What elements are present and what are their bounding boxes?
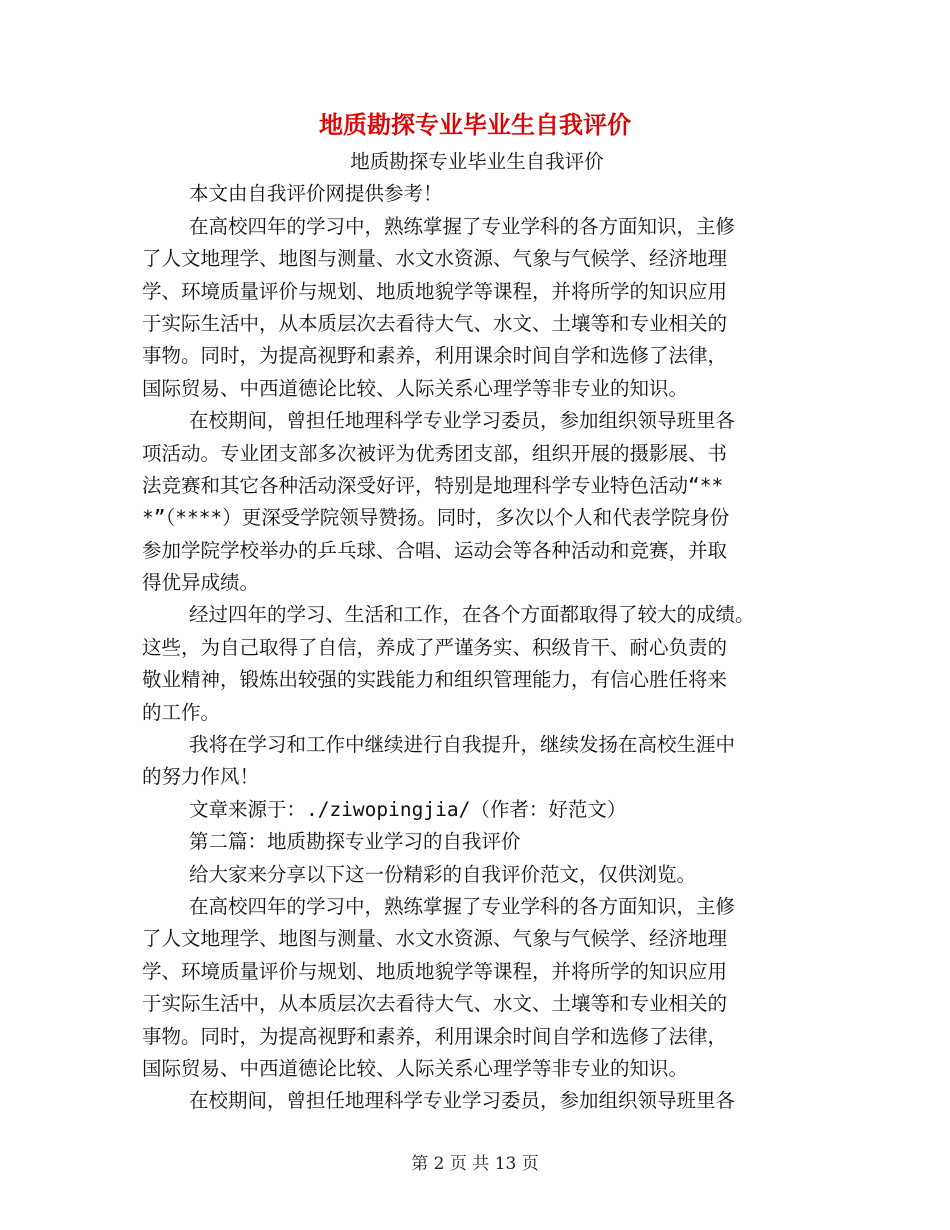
text-line: 本文由自我评价网提供参考！	[142, 182, 443, 206]
subtitle-line: 地质勘探专业毕业生自我评价	[350, 150, 604, 173]
text-line: 国际贸易、中西道德论比较、人际关系心理学等非专业的知识。	[142, 1056, 689, 1080]
text-line: 得优异成绩。	[142, 571, 260, 595]
text-line: 在高校四年的学习中，熟练掌握了专业学科的各方面知识，主修	[142, 214, 735, 238]
text-line: 事物。同时，为提高视野和素养，利用课余时间自学和选修了法律，	[142, 1024, 728, 1048]
text-line: 的工作。	[142, 700, 221, 724]
text-line: 于实际生活中，从本质层次去看待大气、水文、土壤等和专业相关的	[142, 992, 728, 1016]
text-line: 敬业精神，锻炼出较强的实践能力和组织管理能力，有信心胜任将来	[142, 668, 728, 692]
text-line: 这些，为自己取得了自信，养成了严谨务实、积级肯干、耐心负责的	[142, 635, 728, 659]
section-heading-line: 第二篇：地质勘探专业学习的自我评价	[142, 830, 521, 854]
text-line: 在高校四年的学习中，熟练掌握了专业学科的各方面知识，主修	[142, 894, 735, 918]
page-number-footer: 第 2 页 共 13 页	[411, 1154, 539, 1174]
text-line: 在校期间，曾担任地理科学专业学习委员，参加组织领导班里各	[142, 409, 735, 433]
document-title: 地质勘探专业毕业生自我评价	[319, 110, 631, 139]
text-line: 学、环境质量评价与规划、地质地貌学等课程，并将所学的知识应用	[142, 959, 728, 983]
text-line: 给大家来分享以下这一份精彩的自我评价范文，仅供浏览。	[142, 862, 696, 886]
text-line: 学、环境质量评价与规划、地质地貌学等课程，并将所学的知识应用	[142, 279, 728, 303]
text-line: 了人文地理学、地图与测量、水文水资源、气象与气候学、经济地理	[142, 927, 728, 951]
text-line: 在校期间，曾担任地理科学专业学习委员，参加组织领导班里各	[142, 1089, 735, 1113]
text-line: 参加学院学校举办的乒乓球、合唱、运动会等各种活动和竞赛，并取	[142, 538, 728, 562]
text-line: 于实际生活中，从本质层次去看待大气、水文、土壤等和专业相关的	[142, 311, 728, 335]
source-line: 文章来源于：./ziwopingjia/（作者：好范文）	[142, 797, 627, 821]
text-line: 的努力作风！	[142, 765, 260, 789]
text-line: 项活动。专业团支部多次被评为优秀团支部，组织开展的摄影展、书	[142, 441, 728, 465]
document-body	[142, 146, 812, 1118]
text-line: 国际贸易、中西道德论比较、人际关系心理学等非专业的知识。	[142, 376, 689, 400]
text-line: 经过四年的学习、生活和工作，在各个方面都取得了较大的成绩。	[142, 603, 755, 627]
text-line: 我将在学习和工作中继续进行自我提升，继续发扬在高校生涯中	[142, 733, 735, 757]
text-line: 了人文地理学、地图与测量、水文水资源、气象与气候学、经济地理	[142, 247, 728, 271]
text-line: 事物。同时，为提高视野和素养，利用课余时间自学和选修了法律，	[142, 344, 728, 368]
text-line: *”（****）更深受学院领导赞扬。同时，多次以个人和代表学院身份	[142, 506, 730, 530]
text-line: 法竞赛和其它各种活动深受好评，特别是地理科学专业特色活动“**	[142, 473, 724, 497]
